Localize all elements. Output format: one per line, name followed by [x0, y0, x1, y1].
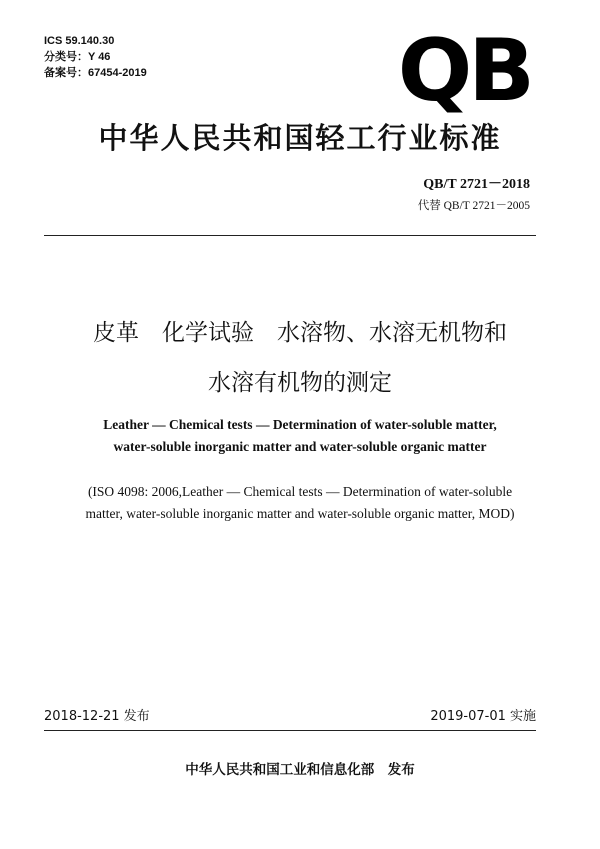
- standard-number: QB/T 2721－2018: [423, 177, 530, 192]
- issue-date: 2018-12-21 发布: [44, 709, 150, 724]
- bottom-divider: [44, 730, 536, 731]
- standard-category-title: 中华人民共和国轻工行业标准: [98, 121, 502, 155]
- replaces-standard: 代替 QB/T 2721－2005: [417, 200, 530, 212]
- qb-logo: QB: [398, 21, 532, 121]
- publisher: 中华人民共和国工业和信息化部 发布: [185, 762, 415, 778]
- filing-number: 备案号：67454-2019: [44, 67, 147, 79]
- ics-code: ICS 59.140.30: [44, 35, 115, 47]
- iso-reference-line-1: (ISO 4098: 2006,Leather — Chemical tests — Determination of water-soluble: [87, 484, 513, 499]
- classification-number: 分类号：Y 46: [44, 51, 111, 63]
- english-title-line-2: water-soluble inorganic matter and water-soluble organic matter: [113, 439, 487, 454]
- english-title-line-1: Leather — Chemical tests — Determination of water-soluble matter,: [103, 417, 497, 432]
- iso-reference-line-2: matter, water-soluble inorganic matter and water-soluble organic matter, MOD): [85, 506, 515, 521]
- chinese-title-line-1: 皮革 化学试验 水溶物、水溶无机物和: [93, 320, 507, 346]
- top-divider: [44, 235, 536, 236]
- implementation-date: 2019-07-01 实施: [430, 709, 536, 724]
- chinese-title-line-2: 水溶有机物的测定: [208, 370, 392, 396]
